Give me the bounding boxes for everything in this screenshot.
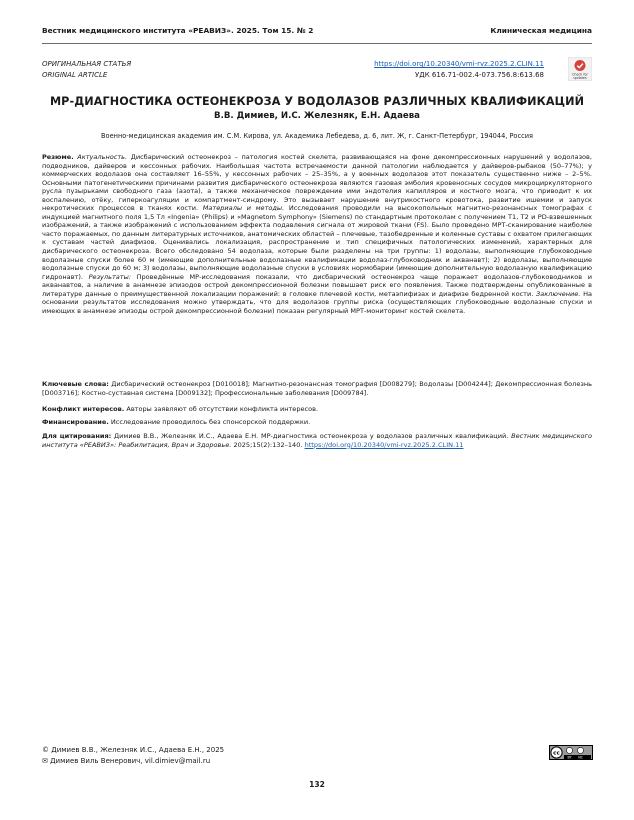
- citation-journal: Вестник медицинского института «РЕАВИЗ»: Реабилитация, Врач и Здоровье.: [42, 432, 592, 449]
- by-text: BY: [567, 755, 572, 760]
- relevance-label: Актуальность.: [77, 153, 128, 161]
- page-number: 132: [309, 780, 325, 789]
- corresponding-author: ✉ Димиев Виль Венерович, vil.dimiev@mail.ru: [42, 757, 211, 765]
- author-list: В.В. Димиев, И.С. Железняк, Е.Н. Адаева: [214, 111, 420, 121]
- methods-text: Исследования проводили на высокопольных магнитно-резонансных томографах с индукцией магнитного поля 1,5 Тл «Ingenia» (Philips) и «Magnetom Symphony» (Siemens) по стандартным протоколам с получением Т1, Т2 и PD-взвешенных изображений, а также изображений с использованием эффекта подавления сигнала от жировой ткани (FS). Было проведено МРТ-сканирование наиболее часто поражаемых, по данным литературных источников, анатомических областей – плечевые, тазобедренные и коленные суставы с охватом прилегающих к суставам частей диафизов. Оценивались локализация, распространение и тип специфичных патологических изменений, характерных для дисбарического остеонекроза. Всего обследовано 54 водолаза, которые были разделены на три группы: 1) водолазы, выполняющие глубоководные водолазные спуски более 60 м (имеющие дополнительные водолазные квалификации водолаз-глубоководник и акванавт); 2) водолазы, выполняющие водолазные спуски до 60 м; 3) водолазы, выполняющие водолазные спуски в условиях нормобарии (имеющие дополнительную водолазную квалификацию гидронавт).: [42, 204, 592, 281]
- funding-text: Исследование проводилось без спонсорской поддержки.: [110, 418, 311, 426]
- conflict-label: Конфликт интересов.: [42, 405, 125, 413]
- article-title: МР-ДИАГНОСТИКА ОСТЕОНЕКРОЗА У ВОДОЛАЗОВ РАЗЛИЧНЫХ КВАЛИФИКАЦИЙ: [49, 95, 585, 108]
- article-type-ru: ОРИГИНАЛЬНАЯ СТАТЬЯ: [42, 60, 132, 68]
- keywords: [42, 380, 592, 397]
- check-for-updates-icon: [568, 57, 592, 81]
- nc-text: NC: [578, 755, 583, 760]
- running-header: [42, 24, 592, 42]
- cc-license-badge[interactable]: [549, 745, 593, 760]
- article-ids: [374, 59, 544, 80]
- conclusion-text: На основании результатов исследования можно утверждать, что для водолазов группы риска (осуществляющих глубоководные водолазные спуски и имеющих в анамнезе эпизоды острой декомпрессионной болезни) показан регулярный МРТ-мониторинг костей скелета.: [42, 289, 592, 315]
- relevance-text: Дисбарический остеонекроз – патология костей скелета, развивающаяся на фоне декомпрессионных нарушений у водолазов, подводников, дайверов и кессонных рабочих. Наибольшая частота встречаемости данной патологии наблюдается у дайверов-рыбаков (50–77%); у коммерческих водолазов она составляет 16–55%, у кессонных рабочих – 25–35%, а у военных водолазов этот показатель существенно ниже – 2–5%. Основными патогенетическими причинами развития дисбарического остеонекроза являются газовая эмболия кровеносных сосудов микроциркуляторного русла пузырьками свободного газа (азота), а также механическое повреждение ими эндотелия капилляров и костного мозга, что приводит к их воспалению, отёку, гиперкоагуляции и компартмент-синдрому. Это вызывает нарушение внутрикостного кровотока, развитие ишемии и запуск некротических процессов в тканях кости.: [42, 153, 592, 213]
- footer-notes: [42, 745, 224, 767]
- badge-text-2: updates: [573, 75, 587, 80]
- article-type: [42, 59, 131, 80]
- conflict-text: Авторы заявляют об отсутствии конфликта интересов.: [126, 405, 319, 413]
- copyright: © Димиев В.В., Железняк И.С., Адаева Е.Н., 2025: [42, 746, 225, 754]
- conflict-of-interest: [42, 405, 592, 414]
- citation-pages: 2025;15(2):132–140.: [233, 440, 303, 449]
- conclusion-label: Заключение.: [536, 289, 581, 298]
- article-type-en: ORIGINAL ARTICLE: [42, 70, 108, 79]
- funding-label: Финансирование.: [42, 418, 109, 426]
- section-name: Клиническая медицина: [490, 26, 592, 35]
- methods-label: Материалы и методы.: [202, 204, 285, 213]
- cc-text: cc: [553, 750, 560, 757]
- abstract-label: Резюме.: [42, 153, 74, 161]
- affiliation: Военно-медицинская академия им. С.М. Кирова, ул. Академика Лебедева, д. 6, лит. Ж, г. Санкт-Петербург, 194044, Россия: [101, 132, 533, 140]
- doi-link[interactable]: https://doi.org/10.20340/vmi-rvz.2025.2.CLIN.11: [374, 60, 544, 68]
- funding: [42, 418, 592, 427]
- journal-name: Вестник медицинского института «РЕАВИЗ». 2025. Том 15. № 2: [42, 26, 314, 35]
- keywords-label: Ключевые слова:: [42, 380, 109, 388]
- citation-doi-link[interactable]: https://doi.org/10.20340/vmi-rvz.2025.2.CLIN.11: [304, 440, 464, 449]
- keywords-text: Дисбарический остеонекроз [D010018]; Магнитно-резонансная томография [D008279]; Водолазы [D004244]; Декомпрессионная болезнь [D003716]; Костно-суставная система [D009132]; Профессиональные заболевания [D009784].: [42, 380, 593, 397]
- badge-text-1: Check for: [572, 72, 588, 77]
- citation-label: Для цитирования:: [42, 432, 112, 440]
- udc-code: УДК 616.71-002.4-073.756.8:613.68: [415, 70, 544, 79]
- header-rule: [42, 43, 592, 44]
- check-for-updates-badge[interactable]: [568, 57, 592, 81]
- results-label: Результаты:: [88, 272, 131, 281]
- citation: [42, 432, 592, 449]
- citation-text: Димиев В.В., Железняк И.С., Адаева Е.Н. МР-диагностика остеонекроза у водолазов различных квалификаций.: [114, 432, 509, 440]
- abstract: [42, 153, 592, 315]
- cc-by-nc-icon: [549, 745, 593, 760]
- results-text: Проведённые МР-исследования показали, что дисбарический остеонекроз чаще поражает водолазов-глубоководников и акванавтов, а наличие в анамнезе эпизодов острой декомпрессионной болезни повышает риск его появления. Также подтверждены опубликованные в литературе данные о преимущественной локализации поражений: в головке плечевой кости, метаэпифизах и диафизе бедренной кости.: [42, 272, 592, 298]
